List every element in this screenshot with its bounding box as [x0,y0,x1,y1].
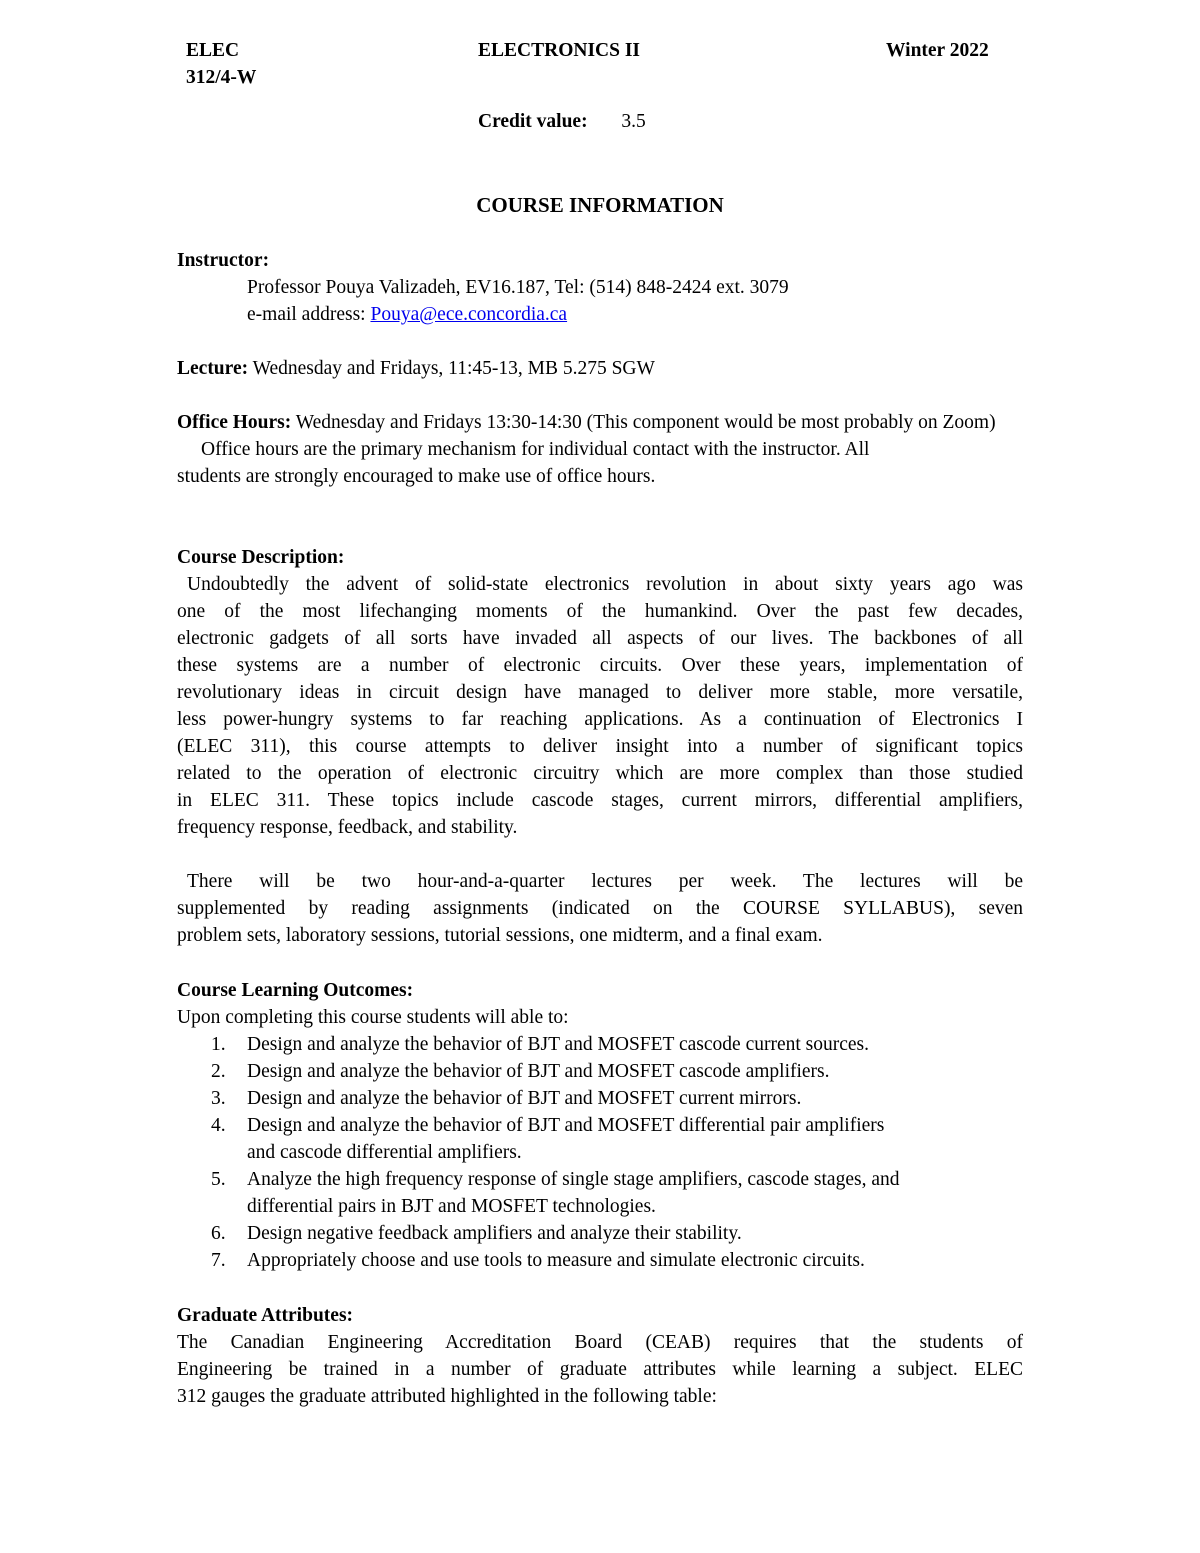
item-number: 4. [211,1115,226,1136]
ga-line: 312 gauges the graduate attributed highlighted in the following table: [177,1386,717,1407]
course-description-para2 [177,868,1023,949]
office-hours-para-line2: students are strongly encouraged to make use of office hours. [177,466,656,487]
course-code-line2: 312/4-W [186,67,257,88]
item-number: 3. [211,1088,226,1109]
office-hours-text: Wednesday and Fridays 13:30-14:30 (This component would be most probably on Zoom) [291,412,996,433]
instructor-email-line [177,301,1023,328]
lecture-label: Lecture: [177,358,249,379]
email-label: e-mail address: [247,304,371,325]
desc-line: problem sets, laboratory sessions, tutorial sessions, one midterm, and a final exam. [177,925,823,946]
lecture-section [177,355,1023,382]
item-number: 2. [211,1061,226,1082]
learning-outcomes-section [177,977,1023,1274]
list-item [177,1112,1023,1166]
item-text: Analyze the high frequency response of single stage amplifiers, cascode stages, and [247,1169,900,1190]
list-item [177,1031,1023,1058]
course-description-section [177,544,1023,949]
item-number: 7. [211,1250,226,1271]
course-title: ELECTRONICS II [478,40,641,61]
learning-outcomes-intro: Upon completing this course students will able to: [177,1007,569,1028]
item-number: 5. [211,1169,226,1190]
graduate-attributes-label: Graduate Attributes: [177,1305,354,1326]
term: Winter 2022 [886,40,989,61]
desc-line: in ELEC 311. These topics include cascode stages, current mirrors, differential amplifiers, [177,790,1023,811]
section-title: COURSE INFORMATION [476,193,724,217]
credit-value: 3.5 [621,111,646,132]
office-hours-para-line1: Office hours are the primary mechanism for individual contact with the instructor. All [201,439,870,460]
office-hours-section [177,409,1023,490]
course-code [186,37,256,91]
item-text: Design and analyze the behavior of BJT and MOSFET differential pair amplifiers [247,1115,885,1136]
item-number: 6. [211,1223,226,1244]
desc-line: electronic gadgets of all sorts have invaded all aspects of our lives. The backbones of all [177,628,1023,649]
list-item [177,1058,1023,1085]
instructor-section [177,247,1023,328]
desc-line: these systems are a number of electronic circuits. Over these years, implementation of [177,655,1023,676]
lecture-text: Wednesday and Fridays, 11:45-13, MB 5.275 SGW [248,358,655,379]
item-text: Design negative feedback amplifiers and analyze their stability. [247,1223,742,1244]
ga-line: Engineering be trained in a number of graduate attributes while learning a subject. ELEC [177,1359,1023,1380]
desc-line: There will be two hour-and-a-quarter lectures per week. The lectures will be [187,871,1023,892]
ga-line: The Canadian Engineering Accreditation Board (CEAB) requires that the students of [177,1332,1023,1353]
course-description-para1 [177,571,1023,841]
desc-line: supplemented by reading assignments (indicated on the COURSE SYLLABUS), seven [177,898,1023,919]
item-text: differential pairs in BJT and MOSFET technologies. [247,1196,656,1217]
desc-line: Undoubtedly the advent of solid-state electronics revolution in about sixty years ago was [187,574,1023,595]
instructor-label: Instructor: [177,250,270,271]
course-code-line1: ELEC [186,40,240,61]
office-hours-label: Office Hours: [177,412,292,433]
desc-line: one of the most lifechanging moments of the humankind. Over the past few decades, [177,601,1023,622]
item-text: Design and analyze the behavior of BJT and MOSFET current mirrors. [247,1088,802,1109]
list-item [177,1085,1023,1112]
item-text: Appropriately choose and use tools to measure and simulate electronic circuits. [247,1250,865,1271]
item-text: Design and analyze the behavior of BJT and MOSFET cascode amplifiers. [247,1061,830,1082]
credit-value-line [478,108,646,135]
item-number: 1. [211,1034,226,1055]
course-description-label: Course Description: [177,547,345,568]
item-text: and cascode differential amplifiers. [247,1142,522,1163]
learning-outcomes-label: Course Learning Outcomes: [177,980,414,1001]
office-hours-heading-para [177,409,997,436]
desc-line: less power-hungry systems to far reaching applications. As a continuation of Electronics I [177,709,1023,730]
email-link[interactable]: Pouya@ece.concordia.ca [370,304,568,325]
desc-line: related to the operation of electronic circuitry which are more complex than those studied [177,763,1023,784]
list-item [177,1247,1023,1274]
instructor-details: Professor Pouya Valizadeh, EV16.187, Tel: (514) 848-2424 ext. 3079 [247,277,789,298]
outcomes-list [177,1031,1023,1274]
credit-label: Credit value: [478,111,588,132]
list-item [177,1166,1023,1220]
list-item [177,1220,1023,1247]
graduate-attributes-section [177,1302,1023,1410]
item-text: Design and analyze the behavior of BJT and MOSFET cascode current sources. [247,1034,870,1055]
desc-line: revolutionary ideas in circuit design have managed to deliver more stable, more versatile, [177,682,1023,703]
desc-line: (ELEC 311), this course attempts to deliver insight into a number of significant topics [177,736,1023,757]
desc-line: frequency response, feedback, and stability. [177,817,518,838]
